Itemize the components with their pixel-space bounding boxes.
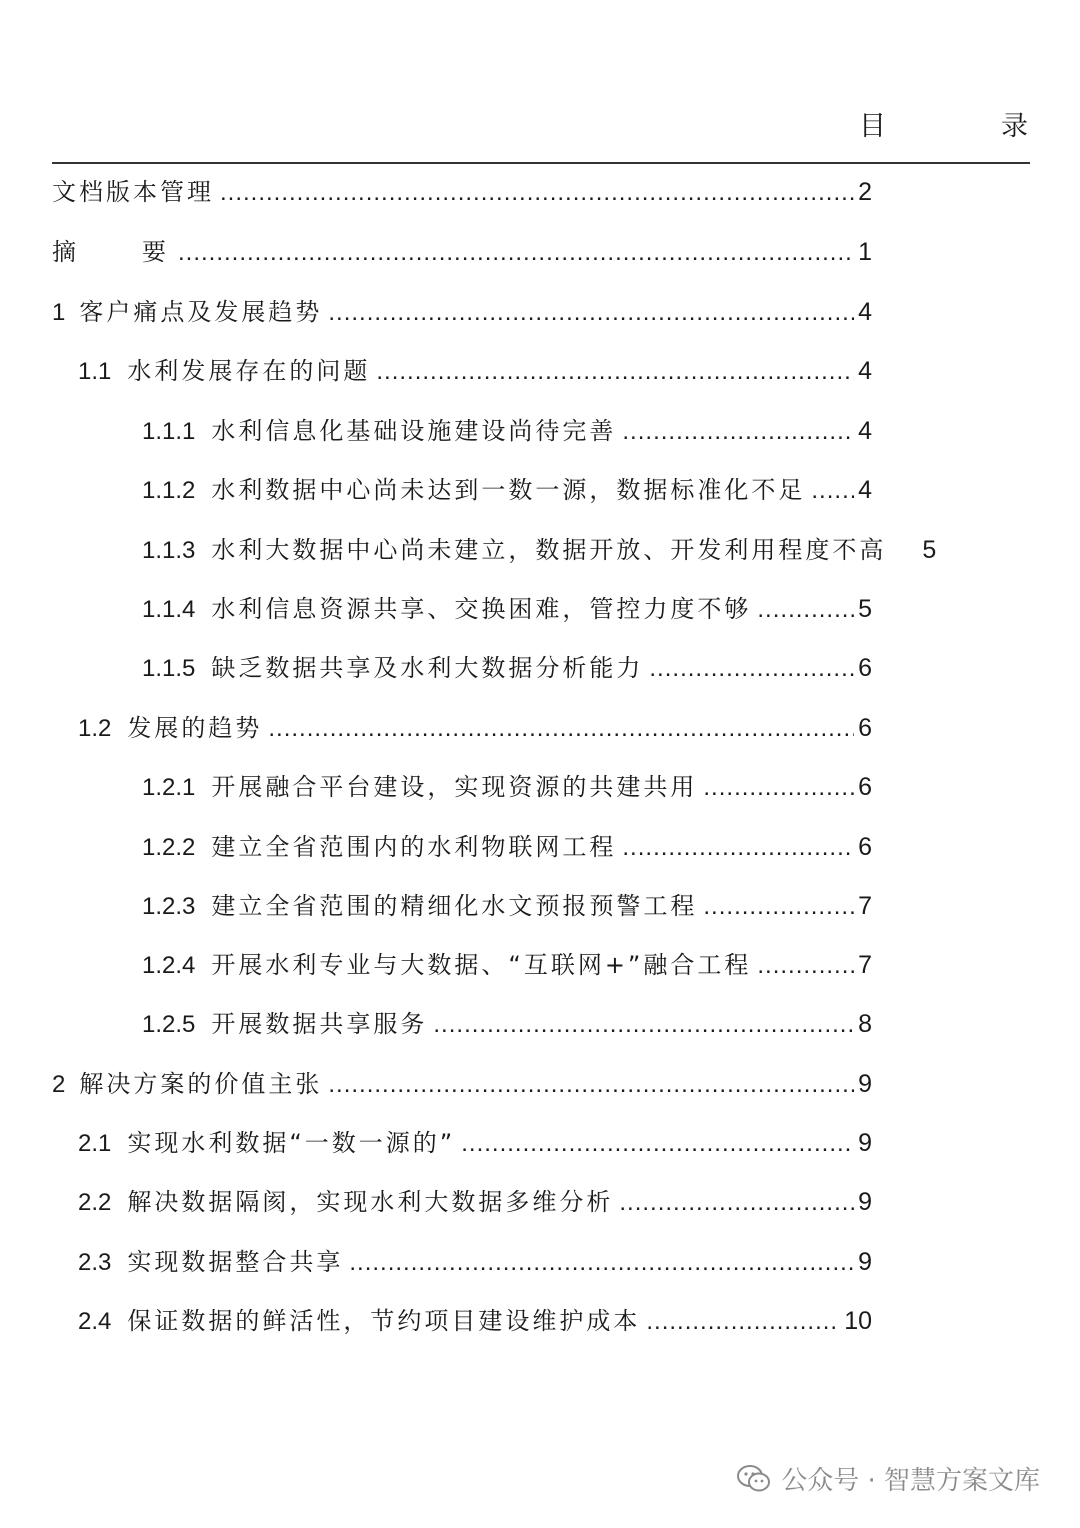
- toc-entry-2[interactable]: [52, 1064, 872, 1104]
- toc-page-number: 6: [858, 654, 872, 682]
- toc-leader: [328, 1070, 854, 1099]
- toc-leader: [757, 951, 854, 980]
- toc-title: 保证数据的鲜活性，节约项目建设维护成本: [127, 1307, 641, 1335]
- toc-title: 水利数据中心尚未达到一数一源，数据标准化不足: [211, 476, 806, 504]
- toc-section-number: 2.2: [78, 1189, 112, 1216]
- toc-page-number: 9: [858, 1188, 872, 1216]
- toc-leader: [757, 595, 854, 624]
- toc-leader: [376, 357, 854, 386]
- toc-entry-1-2[interactable]: [78, 708, 872, 748]
- toc-entry-2-1[interactable]: [78, 1123, 872, 1163]
- toc-section-number: 1.2.4: [142, 952, 196, 979]
- toc-title: 文档版本管理: [52, 178, 214, 206]
- toc-entry-2-2[interactable]: [78, 1182, 872, 1222]
- toc-leader: [349, 1248, 854, 1277]
- toc-section-number: 2.3: [78, 1249, 112, 1276]
- watermark-text: 公众号 · 智慧方案文库: [781, 1466, 1040, 1496]
- toc-entry-1-1-1[interactable]: [142, 411, 872, 451]
- page-title: 目 录: [859, 111, 1072, 142]
- toc-leader: [268, 714, 854, 743]
- toc-title: 实现水利数据“一数一源的”: [127, 1129, 456, 1157]
- toc-section-number: 2: [52, 1071, 66, 1098]
- toc-leader: [649, 654, 854, 683]
- toc-section-number: 1.2.3: [142, 893, 196, 920]
- toc-page-number: 6: [858, 833, 872, 861]
- toc-title: 水利发展存在的问题: [127, 357, 371, 385]
- toc-title: 开展数据共享服务: [211, 1010, 428, 1038]
- toc-title: 摘 要: [52, 238, 172, 266]
- toc-page-number: 5: [922, 536, 937, 564]
- toc-entry-1-2-4[interactable]: [142, 945, 872, 985]
- toc-leader: [703, 892, 854, 921]
- toc-leader: [461, 1129, 854, 1158]
- toc-page-number: 4: [858, 357, 872, 385]
- toc-leader: [220, 178, 854, 207]
- toc-leader: [703, 773, 854, 802]
- toc-section-number: 1.2.5: [142, 1011, 196, 1038]
- toc-title: 水利大数据中心尚未建立，数据开放、开发利用程度不高: [211, 536, 887, 564]
- toc-page-number: 5: [858, 595, 872, 623]
- toc-entry-1-1-3[interactable]: [142, 530, 936, 570]
- toc-title: 缺乏数据共享及水利大数据分析能力: [211, 654, 644, 682]
- toc-section-number: 1.1: [78, 358, 112, 385]
- toc-title: 发展的趋势: [127, 714, 263, 742]
- toc-section-number: 1.1.4: [142, 596, 196, 623]
- toc-entry-2-3[interactable]: [78, 1242, 872, 1282]
- toc-title: 水利信息化基础设施建设尚待完善: [211, 417, 617, 445]
- toc-title: 开展水利专业与大数据、“互联网+”融合工程: [211, 951, 752, 979]
- toc-page-number: 9: [858, 1070, 872, 1098]
- toc-title: 建立全省范围内的水利物联网工程: [211, 833, 617, 861]
- toc-section-number: 1.2.1: [142, 774, 196, 801]
- toc-entry-1-2-5[interactable]: [142, 1004, 872, 1044]
- toc-section-number: 2.1: [78, 1130, 112, 1157]
- toc-section-number: 1.2.2: [142, 834, 196, 861]
- toc-page-number: 1: [858, 238, 872, 266]
- toc-leader: [646, 1307, 840, 1336]
- toc-page-number: 6: [858, 714, 872, 742]
- toc-section-number: 1: [52, 299, 66, 326]
- toc-section-number: 2.4: [78, 1308, 112, 1335]
- toc-section-number: 1.2: [78, 715, 112, 742]
- toc-page-number: 4: [858, 298, 872, 326]
- toc-entry-1-2-1[interactable]: [142, 767, 872, 807]
- toc-page-number: 2: [858, 178, 872, 206]
- toc-entry-1-2-3[interactable]: [142, 886, 872, 926]
- toc-page-number: 8: [858, 1010, 872, 1038]
- toc-title: 建立全省范围的精细化水文预报预警工程: [211, 892, 698, 920]
- toc-entry-version-management[interactable]: [52, 172, 872, 212]
- toc-section-number: 1.1.1: [142, 418, 196, 445]
- toc-leader: [619, 1188, 854, 1217]
- toc-section-number: 1.1.5: [142, 655, 196, 682]
- toc-entry-1-1-4[interactable]: [142, 589, 872, 629]
- toc-title: 解决方案的价值主张: [79, 1070, 323, 1098]
- toc-leader: [622, 417, 854, 446]
- toc-title: 解决数据隔阂，实现水利大数据多维分析: [127, 1188, 614, 1216]
- toc-page-number: 4: [858, 417, 872, 445]
- toc-leader: [622, 833, 854, 862]
- toc-leader: [811, 476, 854, 505]
- toc-page-number: 9: [858, 1129, 872, 1157]
- toc-entry-1-1[interactable]: [78, 351, 872, 391]
- toc-section-number: 1.1.3: [142, 537, 196, 564]
- toc-page-number: 7: [858, 951, 872, 979]
- toc-page-number: 6: [858, 773, 872, 801]
- toc-section-number: 1.1.2: [142, 477, 196, 504]
- wechat-icon: [737, 1465, 771, 1493]
- toc-page-number: 4: [858, 476, 872, 504]
- toc-title: 开展融合平台建设，实现资源的共建共用: [211, 773, 698, 801]
- toc-title: 实现数据整合共享: [127, 1248, 344, 1276]
- toc-leader: [178, 238, 854, 267]
- watermark: [737, 1460, 1040, 1497]
- toc-entry-1-1-2[interactable]: [142, 470, 872, 510]
- toc-page-number: 10: [844, 1307, 872, 1335]
- toc-entry-2-4[interactable]: [78, 1301, 872, 1341]
- toc-leader: [328, 298, 854, 327]
- toc-page-number: 9: [858, 1248, 872, 1276]
- toc-title: 水利信息资源共享、交换困难，管控力度不够: [211, 595, 752, 623]
- toc-page-number: 7: [858, 892, 872, 920]
- toc-leader: [433, 1010, 854, 1039]
- toc-entry-abstract[interactable]: [52, 232, 872, 272]
- toc-entry-1[interactable]: [52, 292, 872, 332]
- toc-entry-1-1-5[interactable]: [142, 648, 872, 688]
- toc-title: 客户痛点及发展趋势: [79, 298, 323, 326]
- toc-entry-1-2-2[interactable]: [142, 827, 872, 867]
